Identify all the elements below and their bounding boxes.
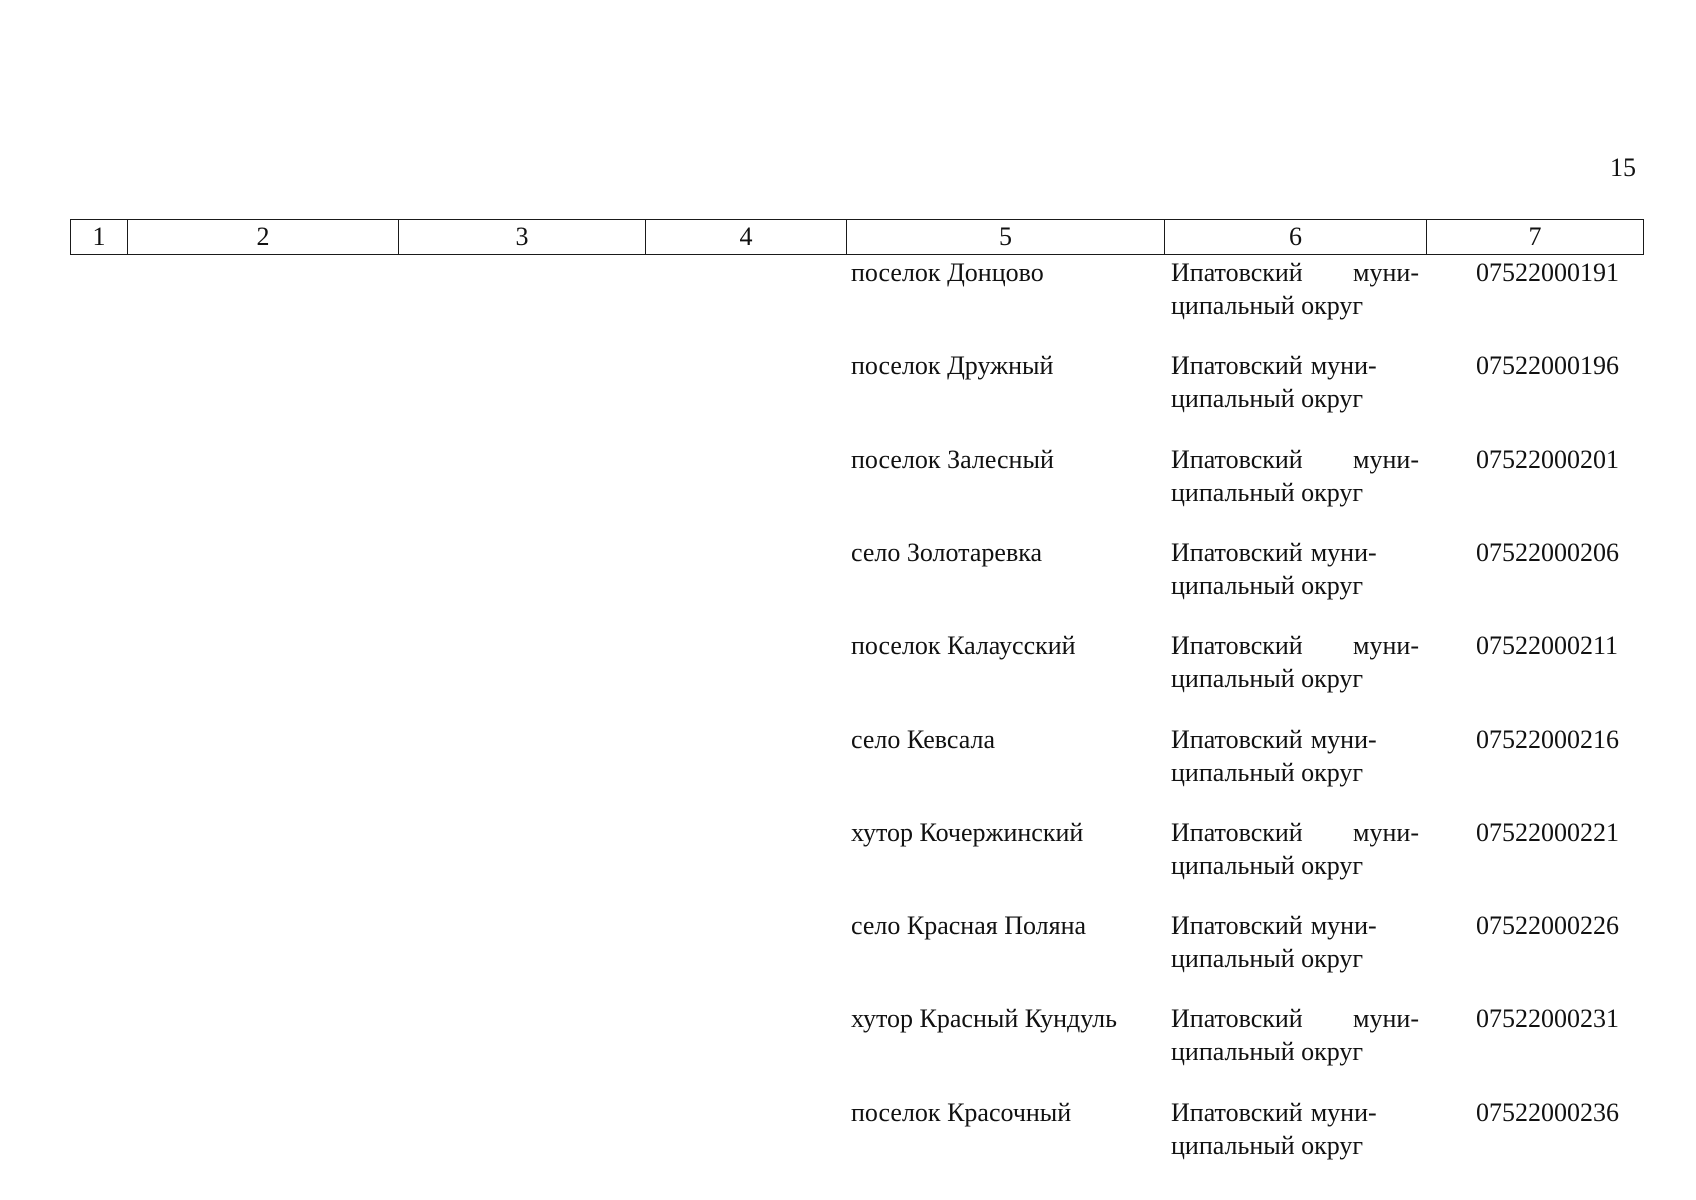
settlement-name: хутор Кочержинский bbox=[851, 817, 1084, 847]
municipal-district bbox=[1171, 629, 1419, 695]
oktmo-code: 07522000191 bbox=[1476, 258, 1619, 287]
district-line-2: ципальный округ bbox=[1171, 477, 1364, 507]
table-row bbox=[0, 443, 1696, 536]
municipal-district bbox=[1171, 723, 1419, 789]
column-number-7: 7 bbox=[1427, 220, 1644, 255]
district-word: Ипатовский bbox=[1171, 724, 1303, 754]
district-word-part: муни- bbox=[1353, 1004, 1419, 1034]
oktmo-code: 07522000236 bbox=[1476, 1097, 1619, 1127]
table-row bbox=[0, 816, 1696, 909]
district-word-part: муни- bbox=[1353, 258, 1419, 287]
settlement-name: село Кевсала bbox=[851, 724, 996, 754]
settlement-name: поселок Донцово bbox=[851, 258, 1044, 287]
district-line-2: ципальный округ bbox=[1171, 757, 1364, 787]
table-row bbox=[0, 629, 1696, 722]
settlement-name: поселок Красочный bbox=[851, 1097, 1072, 1127]
district-word: Ипатовский bbox=[1171, 537, 1303, 567]
district-word: Ипатовский bbox=[1171, 444, 1303, 474]
district-word-part: муни- bbox=[1310, 1097, 1377, 1127]
table-row bbox=[0, 536, 1696, 629]
district-word-part: муни- bbox=[1310, 911, 1377, 941]
district-word-part: муни- bbox=[1353, 631, 1419, 661]
column-number-5: 5 bbox=[847, 220, 1165, 255]
table-row bbox=[0, 256, 1696, 349]
column-number-1: 1 bbox=[71, 220, 128, 255]
district-line-2: ципальный округ bbox=[1171, 944, 1364, 974]
column-number-3: 3 bbox=[399, 220, 646, 255]
oktmo-code: 07522000211 bbox=[1476, 631, 1619, 661]
table-row bbox=[0, 1002, 1696, 1095]
settlement-name: хутор Красный Кундуль bbox=[851, 1004, 1117, 1034]
oktmo-code: 07522000206 bbox=[1476, 537, 1619, 567]
district-word: Ипатовский bbox=[1171, 631, 1303, 661]
district-line-2: ципальный округ bbox=[1171, 291, 1364, 320]
district-word-part: муни- bbox=[1353, 817, 1419, 847]
settlement-name: село Красная Поляна bbox=[851, 911, 1087, 941]
district-line-2: ципальный округ bbox=[1171, 570, 1364, 600]
district-word-part: муни- bbox=[1310, 724, 1377, 754]
column-number-2: 2 bbox=[128, 220, 399, 255]
settlement-name: поселок Калаусский bbox=[851, 631, 1076, 661]
municipal-district bbox=[1171, 1002, 1419, 1068]
oktmo-code: 07522000221 bbox=[1476, 817, 1619, 847]
district-line-2: ципальный округ bbox=[1171, 664, 1364, 694]
district-word: Ипатовский bbox=[1171, 351, 1303, 381]
table-row bbox=[0, 349, 1696, 442]
district-word: Ипатовский bbox=[1171, 817, 1303, 847]
municipal-district bbox=[1171, 536, 1419, 602]
district-word: Ипатовский bbox=[1171, 911, 1303, 941]
district-word: Ипатовский bbox=[1171, 1004, 1303, 1034]
settlement-name: поселок Дружный bbox=[851, 351, 1054, 381]
district-line-2: ципальный округ bbox=[1171, 1037, 1364, 1067]
table-row bbox=[0, 723, 1696, 816]
page-number: 15 bbox=[1610, 153, 1636, 182]
district-word-part: муни- bbox=[1353, 444, 1419, 474]
oktmo-code: 07522000231 bbox=[1476, 1004, 1619, 1034]
column-number-4: 4 bbox=[646, 220, 847, 255]
district-line-2: ципальный округ bbox=[1171, 384, 1364, 414]
table-row bbox=[0, 1096, 1696, 1189]
column-number-6: 6 bbox=[1165, 220, 1427, 255]
municipal-district bbox=[1171, 443, 1419, 509]
district-word-part: муни- bbox=[1310, 537, 1377, 567]
municipal-district bbox=[1171, 816, 1419, 882]
district-line-2: ципальный округ bbox=[1171, 1130, 1364, 1160]
settlement-name: поселок Залесный bbox=[851, 444, 1054, 474]
table-row bbox=[0, 909, 1696, 1002]
municipal-district bbox=[1171, 909, 1419, 975]
column-number-header bbox=[70, 219, 1644, 255]
district-word: Ипатовский bbox=[1171, 1097, 1303, 1127]
district-word: Ипатовский bbox=[1171, 258, 1303, 287]
district-line-2: ципальный округ bbox=[1171, 850, 1364, 880]
district-word-part: муни- bbox=[1310, 351, 1377, 381]
municipal-district bbox=[1171, 1096, 1419, 1162]
settlement-name: село Золотаревка bbox=[851, 537, 1043, 567]
oktmo-code: 07522000226 bbox=[1476, 911, 1619, 941]
oktmo-code: 07522000201 bbox=[1476, 444, 1619, 474]
oktmo-code: 07522000216 bbox=[1476, 724, 1619, 754]
oktmo-code: 07522000196 bbox=[1476, 351, 1619, 381]
municipal-district bbox=[1171, 349, 1419, 415]
municipal-district bbox=[1171, 256, 1419, 322]
